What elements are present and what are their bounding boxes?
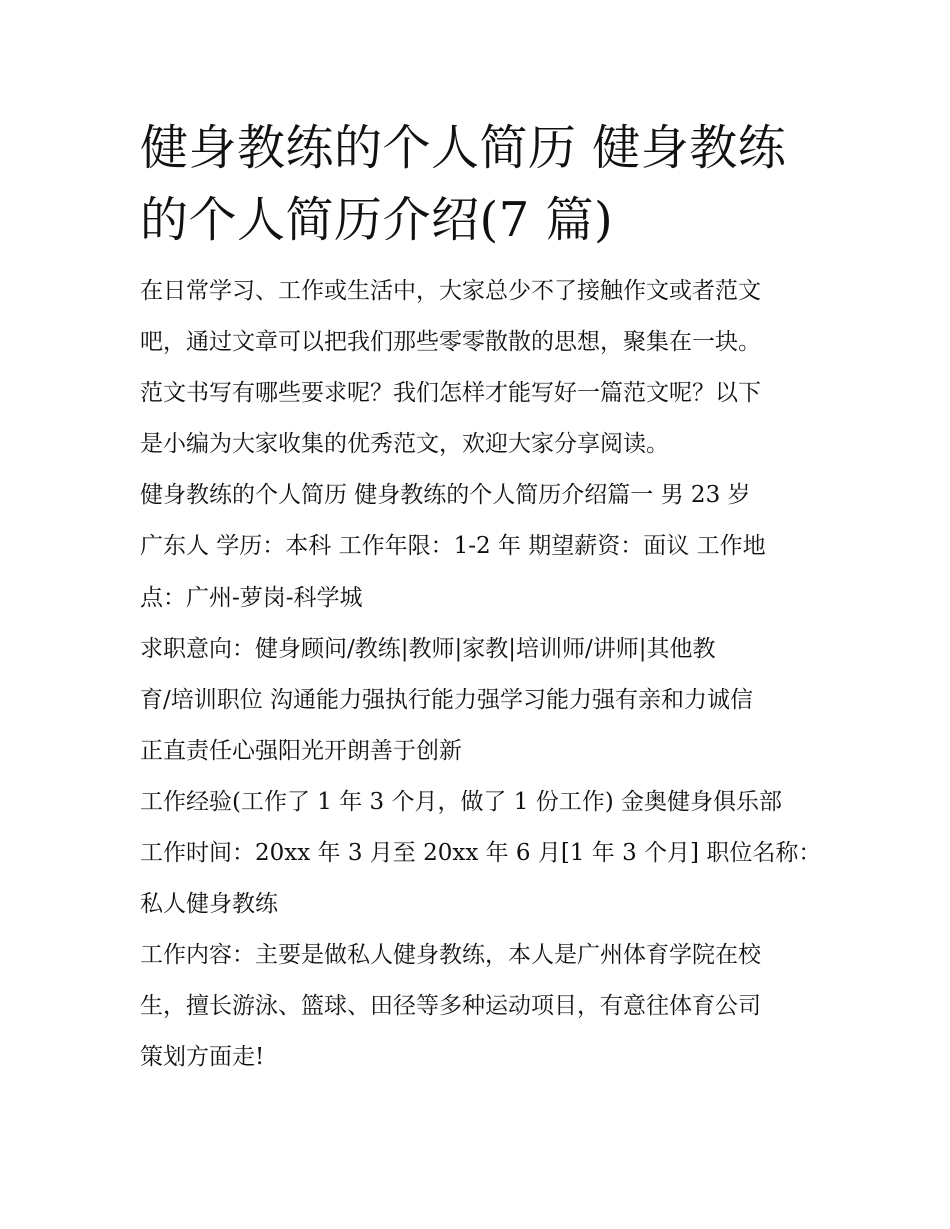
body-line: 策划方面走! (140, 1044, 265, 1071)
body-line: 健身教练的个人简历 健身教练的个人简历介绍篇一 男 23 岁 (140, 482, 751, 509)
body-line: 育/培训职位 沟通能力强执行能力强学习能力强有亲和力诚信 (140, 686, 754, 713)
body-line: 工作时间：20xx 年 3 月至 20xx 年 6 月[1 年 3 个月] 职位名称： (140, 840, 822, 867)
document-title (140, 112, 820, 256)
body-line: 工作内容：主要是做私人健身教练，本人是广州体育学院在校 (140, 942, 761, 969)
body-line: 求职意向：健身顾问/教练|教师|家教|培训师/讲师|其他教 (140, 635, 716, 662)
body-line: 正直责任心强阳光开朗善于创新 (140, 737, 462, 764)
title-line: 健身教练的个人简历 健身教练 (140, 120, 787, 176)
body-line: 范文书写有哪些要求呢？我们怎样才能写好一篇范文呢？以下 (140, 380, 761, 407)
body-line: 是小编为大家收集的优秀范文，欢迎大家分享阅读。 (140, 431, 669, 458)
title-line: 的个人简历介绍(7 篇) (140, 192, 614, 248)
body-line: 点：广州-萝岗-科学城 (140, 584, 363, 611)
body-line: 私人健身教练 (140, 891, 278, 918)
body-line: 在日常学习、工作或生活中，大家总少不了接触作文或者范文 (140, 278, 761, 304)
body-line: 吧，通过文章可以把我们那些零零散散的思想，聚集在一块。 (140, 329, 761, 356)
body-line: 生，擅长游泳、篮球、田径等多种运动项目，有意往体育公司 (140, 993, 761, 1020)
body-line: 工作经验(工作了 1 年 3 个月，做了 1 份工作) 金奥健身俱乐部 (140, 788, 783, 815)
document-body (140, 266, 820, 1084)
body-line: 广东人 学历：本科 工作年限：1-2 年 期望薪资：面议 工作地 (140, 533, 766, 560)
document-page (140, 112, 820, 1084)
